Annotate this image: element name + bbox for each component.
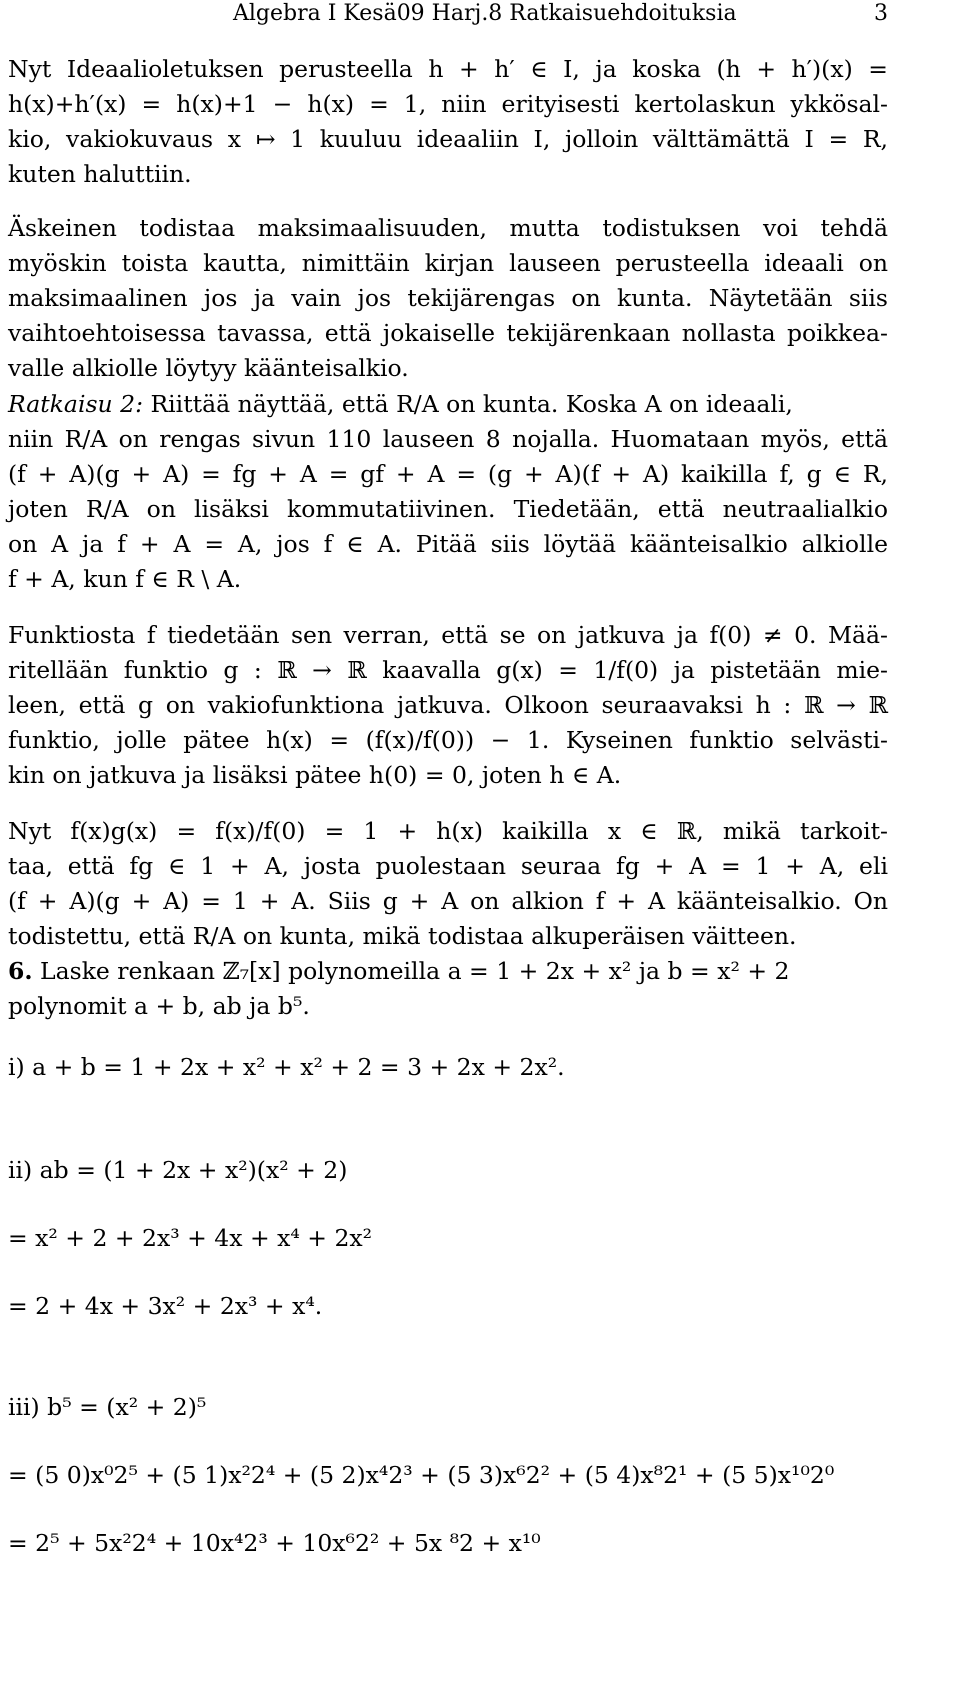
para3-line: on A ja f + A = A, jos f ∈ A. Pitää siis löytää käänteisalkio alkiolle (8, 530, 888, 558)
para2-line: valle alkiolle löytyy käänteisalkio. (8, 354, 409, 382)
problem6-line: polynomit a + b, ab ja b⁵. (8, 992, 310, 1020)
para4-line: kin on jatkuva ja lisäksi pätee h(0) = 0, joten h ∈ A. (8, 761, 622, 789)
para1-line: kuten haluttiin. (8, 160, 192, 188)
para3-first-line (8, 387, 888, 422)
page-number: 3 (874, 1, 888, 26)
para2-line: maksimaalinen jos ja vain jos tekijärengas on kunta. Näytetään siis (8, 284, 888, 312)
problem6-text: Laske renkaan ℤ₇[x] polynomeilla a = 1 + 2x + x² ja b = x² + 2 (32, 957, 790, 985)
header-title: Algebra I Kesä09 Harj.8 Ratkaisuehdoituksia (233, 1, 737, 26)
para4-line: funktio, jolle pätee h(x) = (f(x)/f(0)) − 1. Kyseinen funktio selvästi- (8, 726, 888, 754)
problem-number: 6. (8, 957, 33, 985)
part-iii-equation: iii) b⁵ = (x² + 2)⁵ (8, 1393, 207, 1421)
para3-line: f + A, kun f ∈ R \ A. (8, 565, 242, 593)
para3-first-line-text: Riittää näyttää, että R/A on kunta. Koska A on ideaali, (143, 390, 793, 418)
para1-line: h(x)+h′(x) = h(x)+1 − h(x) = 1, niin erityisesti kertolaskun ykkösal- (8, 90, 888, 118)
para1-line: Nyt Ideaalioletuksen perusteella h + h′ ∈ I, ja koska (h + h′)(x) = (8, 55, 888, 83)
para4-line: leen, että g on vakiofunktiona jatkuva. Olkoon seuraavaksi h : ℝ → ℝ (8, 691, 888, 719)
page-header (8, 0, 888, 32)
para4-line: Funktiosta f tiedetään sen verran, että se on jatkuva ja f(0) ≠ 0. Mää- (8, 621, 888, 649)
para5-line: taa, että fg ∈ 1 + A, josta puolestaan seuraa fg + A = 1 + A, eli (8, 852, 888, 880)
para2-line: Äskeinen todistaa maksimaalisuuden, mutta todistuksen voi tehdä (8, 214, 888, 242)
para2-line: vaihtoehtoisessa tavassa, että jokaiselle tekijärenkaan nollasta poikkea- (8, 319, 888, 347)
part-i-equation: i) a + b = 1 + 2x + x² + x² + 2 = 3 + 2x + 2x². (8, 1053, 565, 1081)
part-ii-equation: = 2 + 4x + 3x² + 2x³ + x⁴. (8, 1292, 323, 1320)
para5-line: (f + A)(g + A) = 1 + A. Siis g + A on alkion f + A käänteisalkio. On (8, 887, 888, 915)
para4-line: ritellään funktio g : ℝ → ℝ kaavalla g(x) = 1/f(0) ja pistetään mie- (8, 656, 888, 684)
part-iii-equation: = (5 0)x⁰2⁵ + (5 1)x²2⁴ + (5 2)x⁴2³ + (5 3)x⁶2² + (5 4)x⁸2¹ + (5 5)x¹⁰2⁰ (8, 1461, 835, 1489)
para5-line: Nyt f(x)g(x) = f(x)/f(0) = 1 + h(x) kaikilla x ∈ ℝ, mikä tarkoit- (8, 817, 888, 845)
part-ii-equation: = x² + 2 + 2x³ + 4x + x⁴ + 2x² (8, 1224, 373, 1252)
para1-line: kio, vakiokuvaus x ↦ 1 kuuluu ideaaliin I, jolloin välttämättä I = R, (8, 125, 888, 153)
part-ii-equation: ii) ab = (1 + 2x + x²)(x² + 2) (8, 1156, 348, 1184)
para5-line: todistettu, että R/A on kunta, mikä todistaa alkuperäisen väitteen. (8, 922, 797, 950)
para3-line: joten R/A on lisäksi kommutatiivinen. Tiedetään, että neutraalialkio (8, 495, 888, 523)
problem6-first-line (8, 954, 888, 989)
part-iii-equation: = 2⁵ + 5x²2⁴ + 10x⁴2³ + 10x⁶2² + 5x ⁸2 + x¹⁰ (8, 1529, 541, 1557)
document-page (8, 0, 888, 1700)
para2-line: myöskin toista kautta, nimittäin kirjan lauseen perusteella ideaali on (8, 249, 888, 277)
para3-line: niin R/A on rengas sivun 110 lauseen 8 nojalla. Huomataan myös, että (8, 425, 888, 453)
para3-line: (f + A)(g + A) = fg + A = gf + A = (g + A)(f + A) kaikilla f, g ∈ R, (8, 460, 888, 488)
solution-label: Ratkaisu 2: (8, 390, 143, 418)
